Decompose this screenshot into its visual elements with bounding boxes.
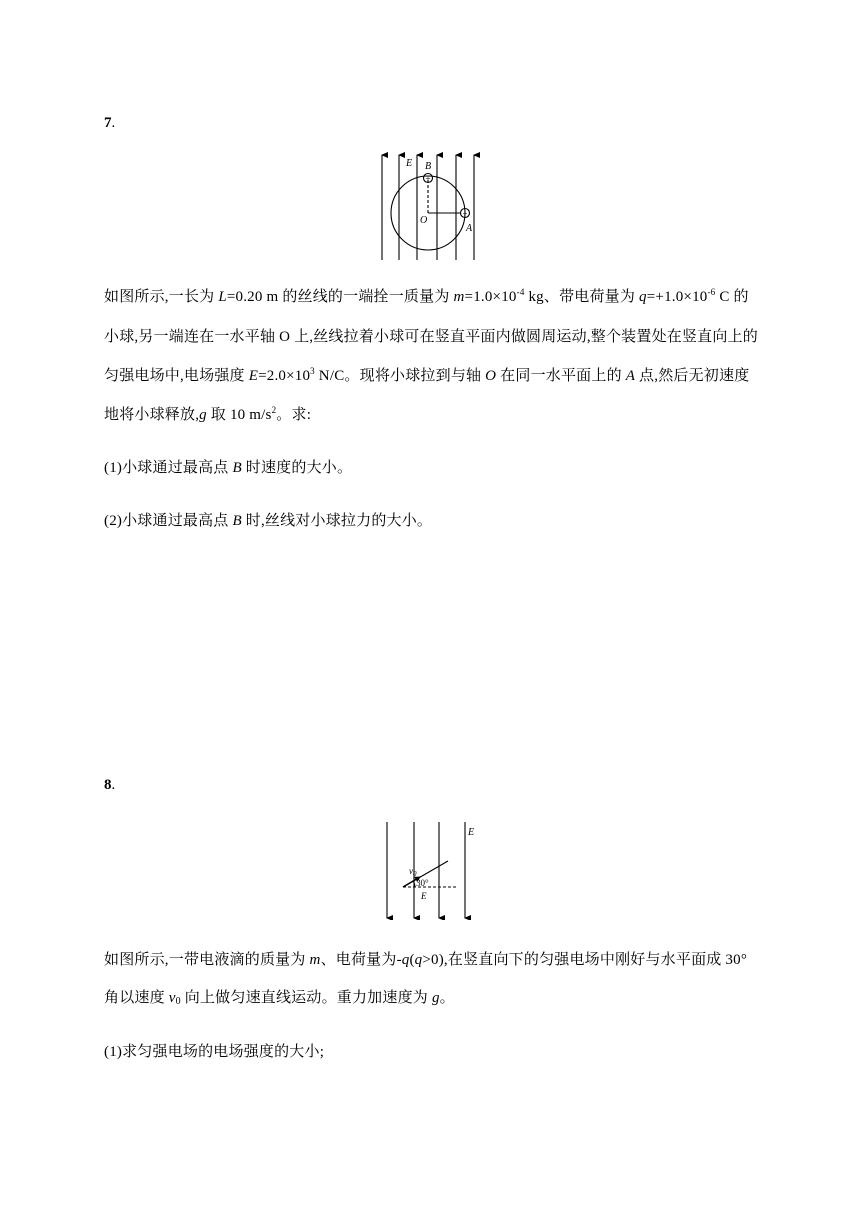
svg-text:+: + bbox=[425, 173, 431, 184]
q7-sub-question-2: (2)小球通过最高点 B 时,丝线对小球拉力的大小。 bbox=[104, 513, 433, 529]
q8-figure bbox=[378, 820, 483, 920]
q8-text-line-2: 角以速度 $v_0$ 向上做匀速直线运动。重力加速度为 g。 bbox=[104, 990, 455, 1007]
svg-text:O: O bbox=[420, 215, 428, 226]
question-7-number: 7. bbox=[104, 115, 116, 131]
q7-text-line-3: 匀强电场中,电场强度 $E=2.0\times 10^3$ N/C。现将小球拉到与轴 O 在同一水平面上的 A 点,然后无初速度 bbox=[104, 366, 750, 384]
svg-text:A: A bbox=[466, 223, 473, 234]
svg-text:+: + bbox=[462, 208, 468, 219]
svg-text:E: E bbox=[468, 827, 475, 838]
q7-figure bbox=[370, 152, 490, 262]
q7-text-line-2: 小球,另一端连在一水平轴 O 上,丝线拉着小球可在竖直平面内做圆周运动,整个装置处在竖直向上的 bbox=[104, 329, 758, 345]
svg-text:E: E bbox=[406, 158, 413, 169]
q8-text-line-1: 如图所示,一带电液滴的质量为 m、电荷量为-q(q>0),在竖直向下的匀强电场中刚好与水平面成 30° bbox=[104, 952, 748, 968]
q7-sub-question-1: (1)小球通过最高点 B 时速度的大小。 bbox=[104, 460, 353, 476]
svg-text:B: B bbox=[425, 161, 432, 172]
svg-text:30°: 30° bbox=[416, 878, 429, 888]
q8-sub-question-1: (1)求匀强电场的电场强度的大小; bbox=[104, 1044, 325, 1060]
svg-text:v0: $v_0$ bbox=[409, 866, 417, 878]
question-8-number: 8. bbox=[104, 777, 116, 793]
q7-text-line-1: 如图所示,一长为 L=0.20 m 的丝线的一端拴一质量为 $m=1.0\times 10^{-4}$ kg、带电荷量为 $q=+1.0\times 10^{-6}$ C 的 bbox=[104, 287, 749, 305]
q7-text-line-4: 地将小球释放,g 取 10 $m/s^2$。求: bbox=[104, 405, 312, 423]
svg-text:E: E bbox=[421, 891, 427, 901]
